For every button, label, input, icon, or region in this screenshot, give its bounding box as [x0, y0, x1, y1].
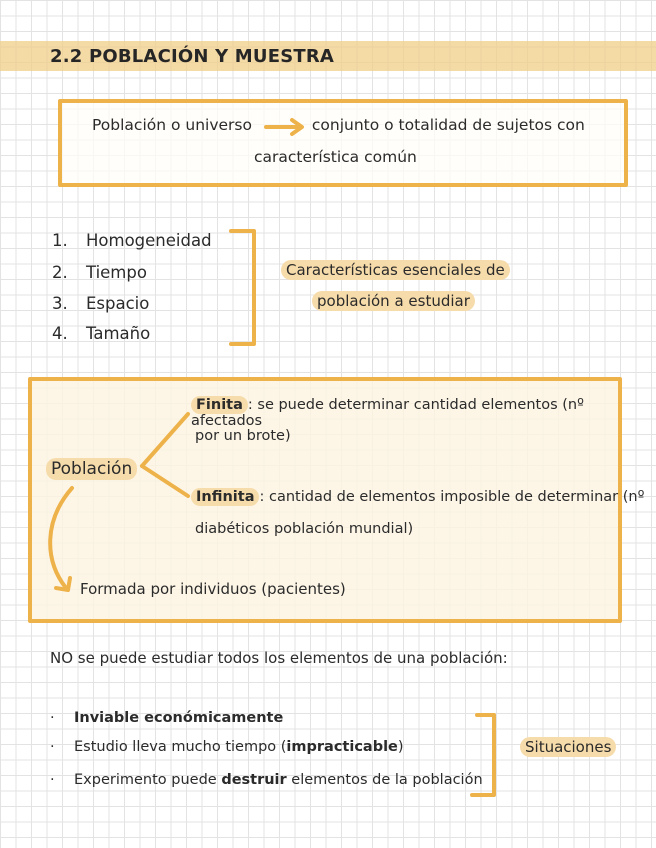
bullet-text: Experimento puede — [74, 772, 222, 788]
finite-desc: : se puede determinar cantidad elementos (nº afectados — [191, 397, 584, 429]
bullet-bold: Inviable económicamente — [74, 710, 284, 726]
finite-line-2: por un brote) — [195, 428, 291, 444]
bullet-bold: destruir — [221, 772, 287, 788]
section-title: 2.2 POBLACIÓN Y MUESTRA — [50, 46, 335, 67]
highlight-pill: Características esenciales de — [281, 260, 510, 280]
bullet-dot-icon: · — [50, 772, 55, 788]
bullet-text: Estudio lleva mucho tiempo ( — [74, 739, 287, 755]
branch-to-infinite — [142, 466, 188, 496]
list-label: Espacio — [86, 294, 150, 313]
bullet-dot-icon: · — [50, 710, 55, 726]
list-label: Tiempo — [86, 263, 147, 282]
infinite-line-2: diabéticos población mundial) — [195, 521, 414, 537]
branch-to-finite — [142, 414, 188, 466]
list-label: Tamaño — [86, 324, 151, 343]
situations-label-text: Situaciones — [520, 737, 616, 757]
bullet-bold: impracticable — [286, 739, 398, 755]
list-number: 2. — [52, 263, 68, 282]
bullet-dot-icon: · — [50, 739, 55, 755]
list-number: 4. — [52, 324, 68, 343]
definition-term: Población o universo — [92, 116, 252, 134]
list-number: 1. — [52, 231, 68, 250]
formed-by-text: Formada por individuos (pacientes) — [80, 580, 346, 598]
bullet-text: elementos de la población — [286, 772, 483, 788]
infinite-desc: : cantidad de elementos imposible de determinar (nº — [259, 489, 645, 505]
bullet-text: ) — [397, 739, 404, 755]
list-number: 3. — [52, 294, 68, 313]
finite-term: Finita — [191, 396, 248, 414]
population-label-text: Población — [46, 458, 137, 480]
situations-bracket — [472, 715, 494, 795]
list-label: Homogeneidad — [86, 231, 212, 250]
infinite-term: Infinita — [191, 488, 259, 506]
cannot-study-text: NO se puede estudiar todos los elementos de una población: — [50, 649, 508, 667]
curved-arrow-down — [50, 488, 72, 588]
characteristics-bracket — [231, 231, 254, 344]
definition-line-2: característica común — [254, 148, 417, 166]
highlight-pill: población a estudiar — [312, 291, 475, 311]
definition-text: conjunto o totalidad de sujetos con — [311, 116, 585, 134]
